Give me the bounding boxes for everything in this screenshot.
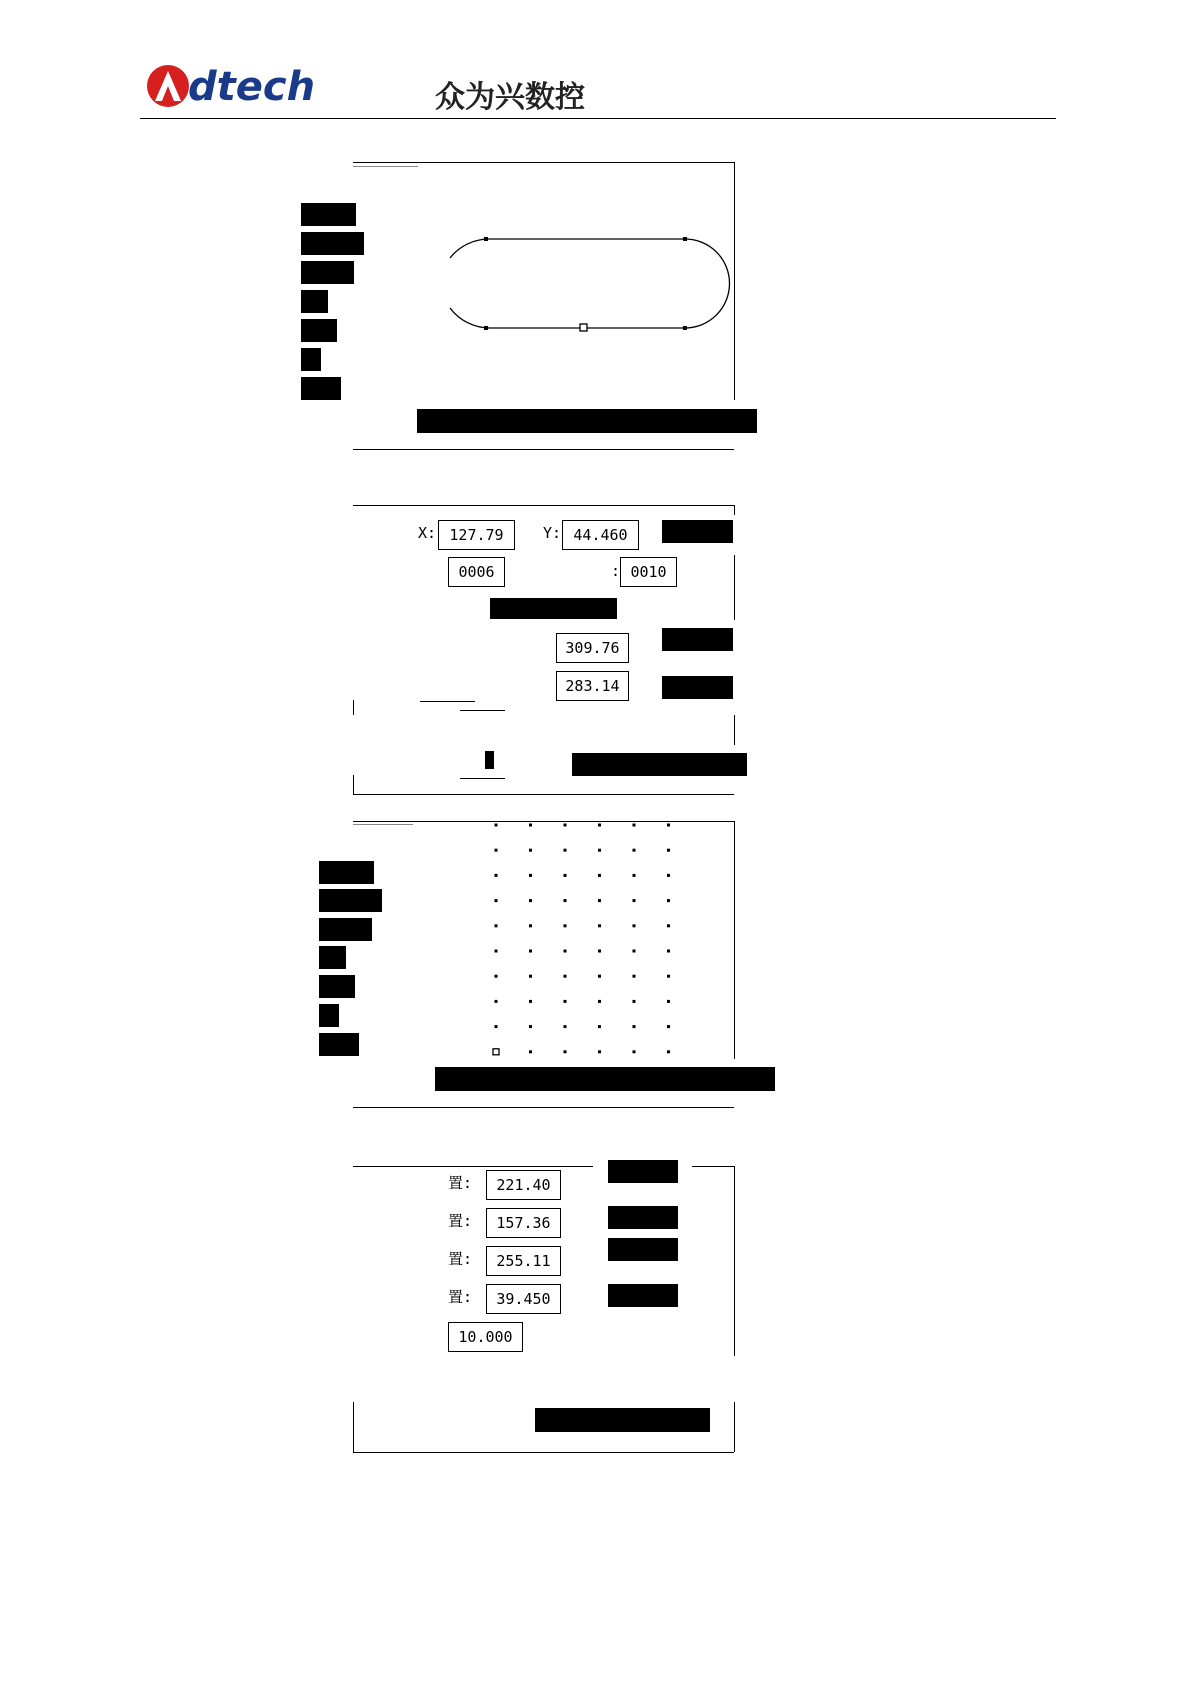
parameter-field-b[interactable]: 0010: [620, 557, 677, 587]
panel-right-border: [734, 1402, 735, 1452]
redacted-button[interactable]: [608, 1160, 678, 1183]
parameter-field-a[interactable]: 0006: [448, 557, 505, 587]
redacted-button[interactable]: [608, 1238, 678, 1261]
value-field-1[interactable]: 309.76: [556, 633, 629, 663]
position-field[interactable]: 39.450: [486, 1284, 561, 1314]
brand-name: dtech: [188, 64, 316, 110]
panel-bottom-border: [353, 1452, 734, 1453]
extra-value-field[interactable]: 10.000: [448, 1322, 523, 1352]
position-field[interactable]: 221.40: [486, 1170, 561, 1200]
field-b-label: :: [611, 562, 621, 580]
panel-top-border: [692, 1166, 734, 1167]
position-label: 置:: [448, 1288, 473, 1306]
position-label: 置:: [448, 1250, 473, 1268]
position-field[interactable]: 255.11: [486, 1246, 561, 1276]
panel-left-border: [353, 1402, 354, 1452]
position-label: 置:: [448, 1174, 473, 1192]
value-field-2[interactable]: 283.14: [556, 671, 629, 701]
redacted-button[interactable]: [608, 1206, 678, 1229]
position-label: 置:: [448, 1212, 473, 1230]
panel-right-border: [734, 1166, 735, 1356]
y-label: Y:: [543, 524, 562, 542]
x-coordinate-field[interactable]: 127.79: [438, 520, 515, 550]
panel-top-border: [353, 1166, 593, 1167]
x-label: X:: [418, 524, 437, 542]
brand-name-cn: 众为兴数控: [435, 80, 585, 115]
redacted-status-bar: [535, 1408, 710, 1432]
y-coordinate-field[interactable]: 44.460: [562, 520, 639, 550]
position-field[interactable]: 157.36: [486, 1208, 561, 1238]
redacted-button[interactable]: [608, 1284, 678, 1307]
